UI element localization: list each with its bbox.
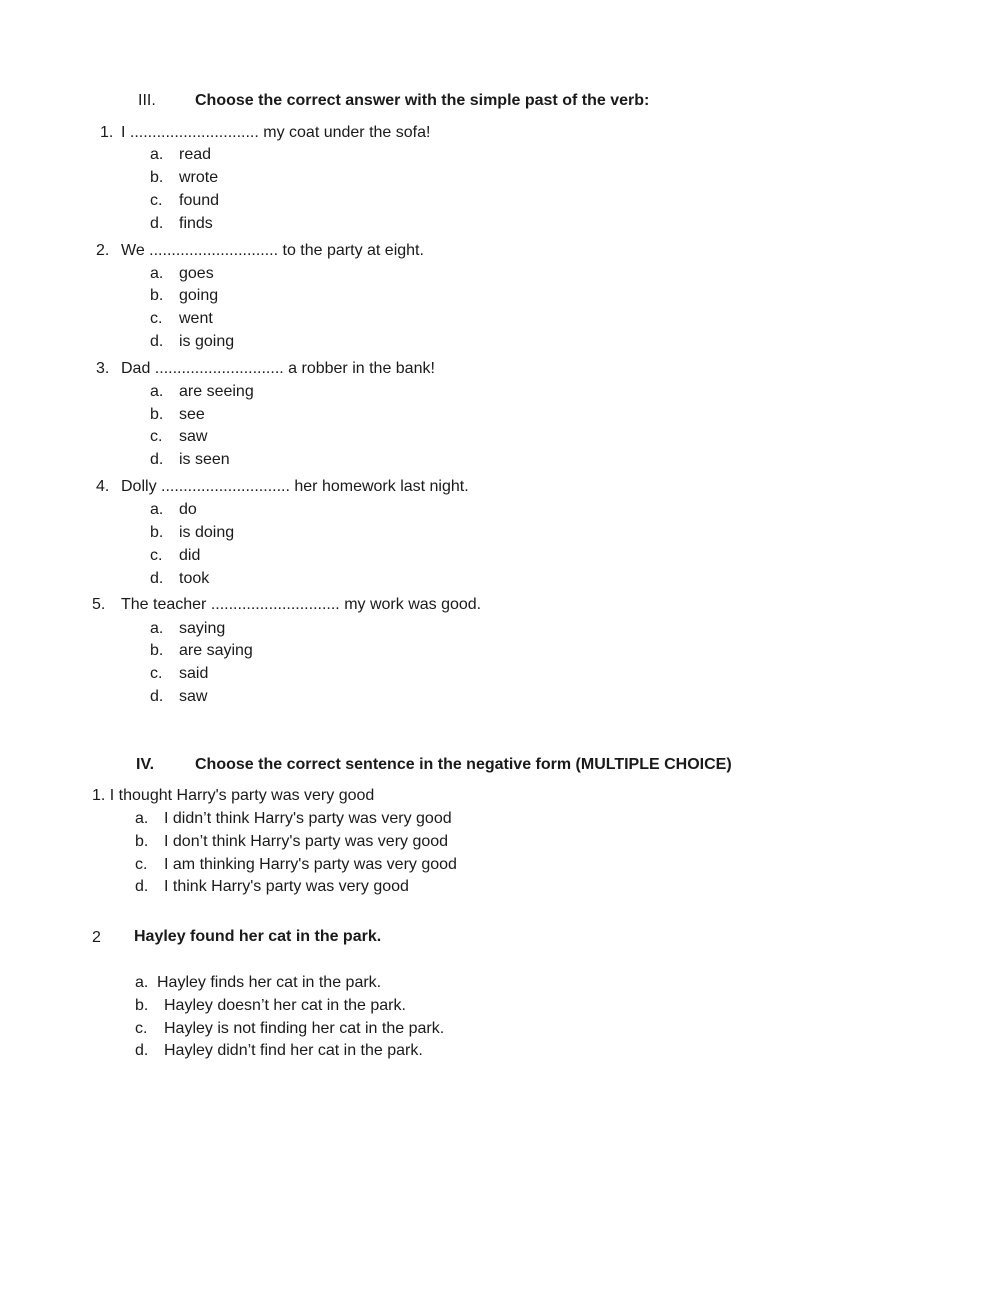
option-letter: d. (150, 451, 164, 468)
option-letter: b. (150, 524, 164, 541)
option-text[interactable]: goes (179, 265, 214, 282)
option-letter: c. (150, 665, 163, 682)
question-number: 4. (96, 478, 110, 495)
question-text: 1. I thought Harry's party was very good (92, 787, 375, 804)
option-letter: b. (150, 287, 164, 304)
option-letter: a. (150, 265, 164, 282)
question-text: Dad ............................. a robber in the bank! (121, 360, 435, 377)
question-text: We ............................. to the party at eight. (121, 242, 424, 259)
option-text[interactable]: wrote (179, 169, 219, 186)
option-text[interactable]: are saying (179, 642, 253, 659)
option-text[interactable]: see (179, 406, 205, 423)
option-text[interactable]: I didn’t think Harry's party was very good (164, 810, 452, 827)
option-letter: b. (135, 997, 149, 1014)
option-text[interactable]: found (179, 192, 220, 209)
option-letter: a. (150, 501, 164, 518)
option-text[interactable]: saying (179, 620, 226, 637)
question-text: The teacher ............................. my work was good. (121, 596, 482, 613)
option-letter: d. (150, 215, 164, 232)
option-letter: c. (150, 310, 163, 327)
option-text[interactable]: read (179, 146, 212, 163)
option-text[interactable]: do (179, 501, 197, 518)
option-letter: a. (150, 146, 164, 163)
option-letter: a. (150, 383, 164, 400)
question-number: 2. (96, 242, 110, 259)
option-letter: d. (150, 570, 164, 587)
question-text: Dolly ............................. her homework last night. (121, 478, 469, 495)
option-text[interactable]: did (179, 547, 201, 564)
option-letter: a. (150, 620, 164, 637)
option-letter: c. (150, 192, 163, 209)
option-letter: a. (135, 974, 149, 991)
option-letter: b. (135, 833, 149, 850)
option-letter: c. (135, 1020, 148, 1037)
option-text[interactable]: finds (179, 215, 213, 232)
option-letter: d. (150, 688, 164, 705)
option-letter: c. (135, 856, 148, 873)
option-letter: d. (135, 878, 149, 895)
option-text[interactable]: Hayley finds her cat in the park. (157, 974, 382, 991)
option-letter: d. (135, 1042, 149, 1059)
option-text[interactable]: saw (179, 688, 208, 705)
question-number: 5. (92, 596, 106, 613)
option-text[interactable]: going (179, 287, 219, 304)
option-letter: b. (150, 169, 164, 186)
option-letter: b. (150, 406, 164, 423)
option-text[interactable]: saw (179, 428, 208, 445)
section-3-title: Choose the correct answer with the simple past of the verb: (195, 92, 650, 109)
option-letter: b. (150, 642, 164, 659)
question-number: 2 (92, 929, 101, 946)
option-text[interactable]: are seeing (179, 383, 254, 400)
section-4-title: Choose the correct sentence in the negative form (MULTIPLE CHOICE) (195, 756, 732, 773)
option-text[interactable]: is seen (179, 451, 230, 468)
option-text[interactable]: Hayley is not finding her cat in the park. (164, 1020, 445, 1037)
option-letter: c. (150, 547, 163, 564)
option-letter: c. (150, 428, 163, 445)
question-number: 3. (96, 360, 110, 377)
option-text[interactable]: is going (179, 333, 235, 350)
option-text[interactable]: went (179, 310, 213, 327)
option-letter: d. (150, 333, 164, 350)
option-text[interactable]: I think Harry's party was very good (164, 878, 409, 895)
question-text: Hayley found her cat in the park. (134, 928, 382, 945)
option-text[interactable]: said (179, 665, 209, 682)
option-text[interactable]: I am thinking Harry's party was very good (164, 856, 457, 873)
question-number: 1. (100, 124, 114, 141)
option-text[interactable]: Hayley doesn’t her cat in the park. (164, 997, 406, 1014)
section-3-numeral: III. (138, 92, 156, 109)
section-4-numeral: IV. (136, 756, 155, 773)
option-text[interactable]: is doing (179, 524, 235, 541)
question-text: I ............................. my coat under the sofa! (121, 124, 431, 141)
option-text[interactable]: took (179, 570, 210, 587)
option-text[interactable]: I don’t think Harry's party was very good (164, 833, 449, 850)
option-letter: a. (135, 810, 149, 827)
option-text[interactable]: Hayley didn’t find her cat in the park. (164, 1042, 423, 1059)
